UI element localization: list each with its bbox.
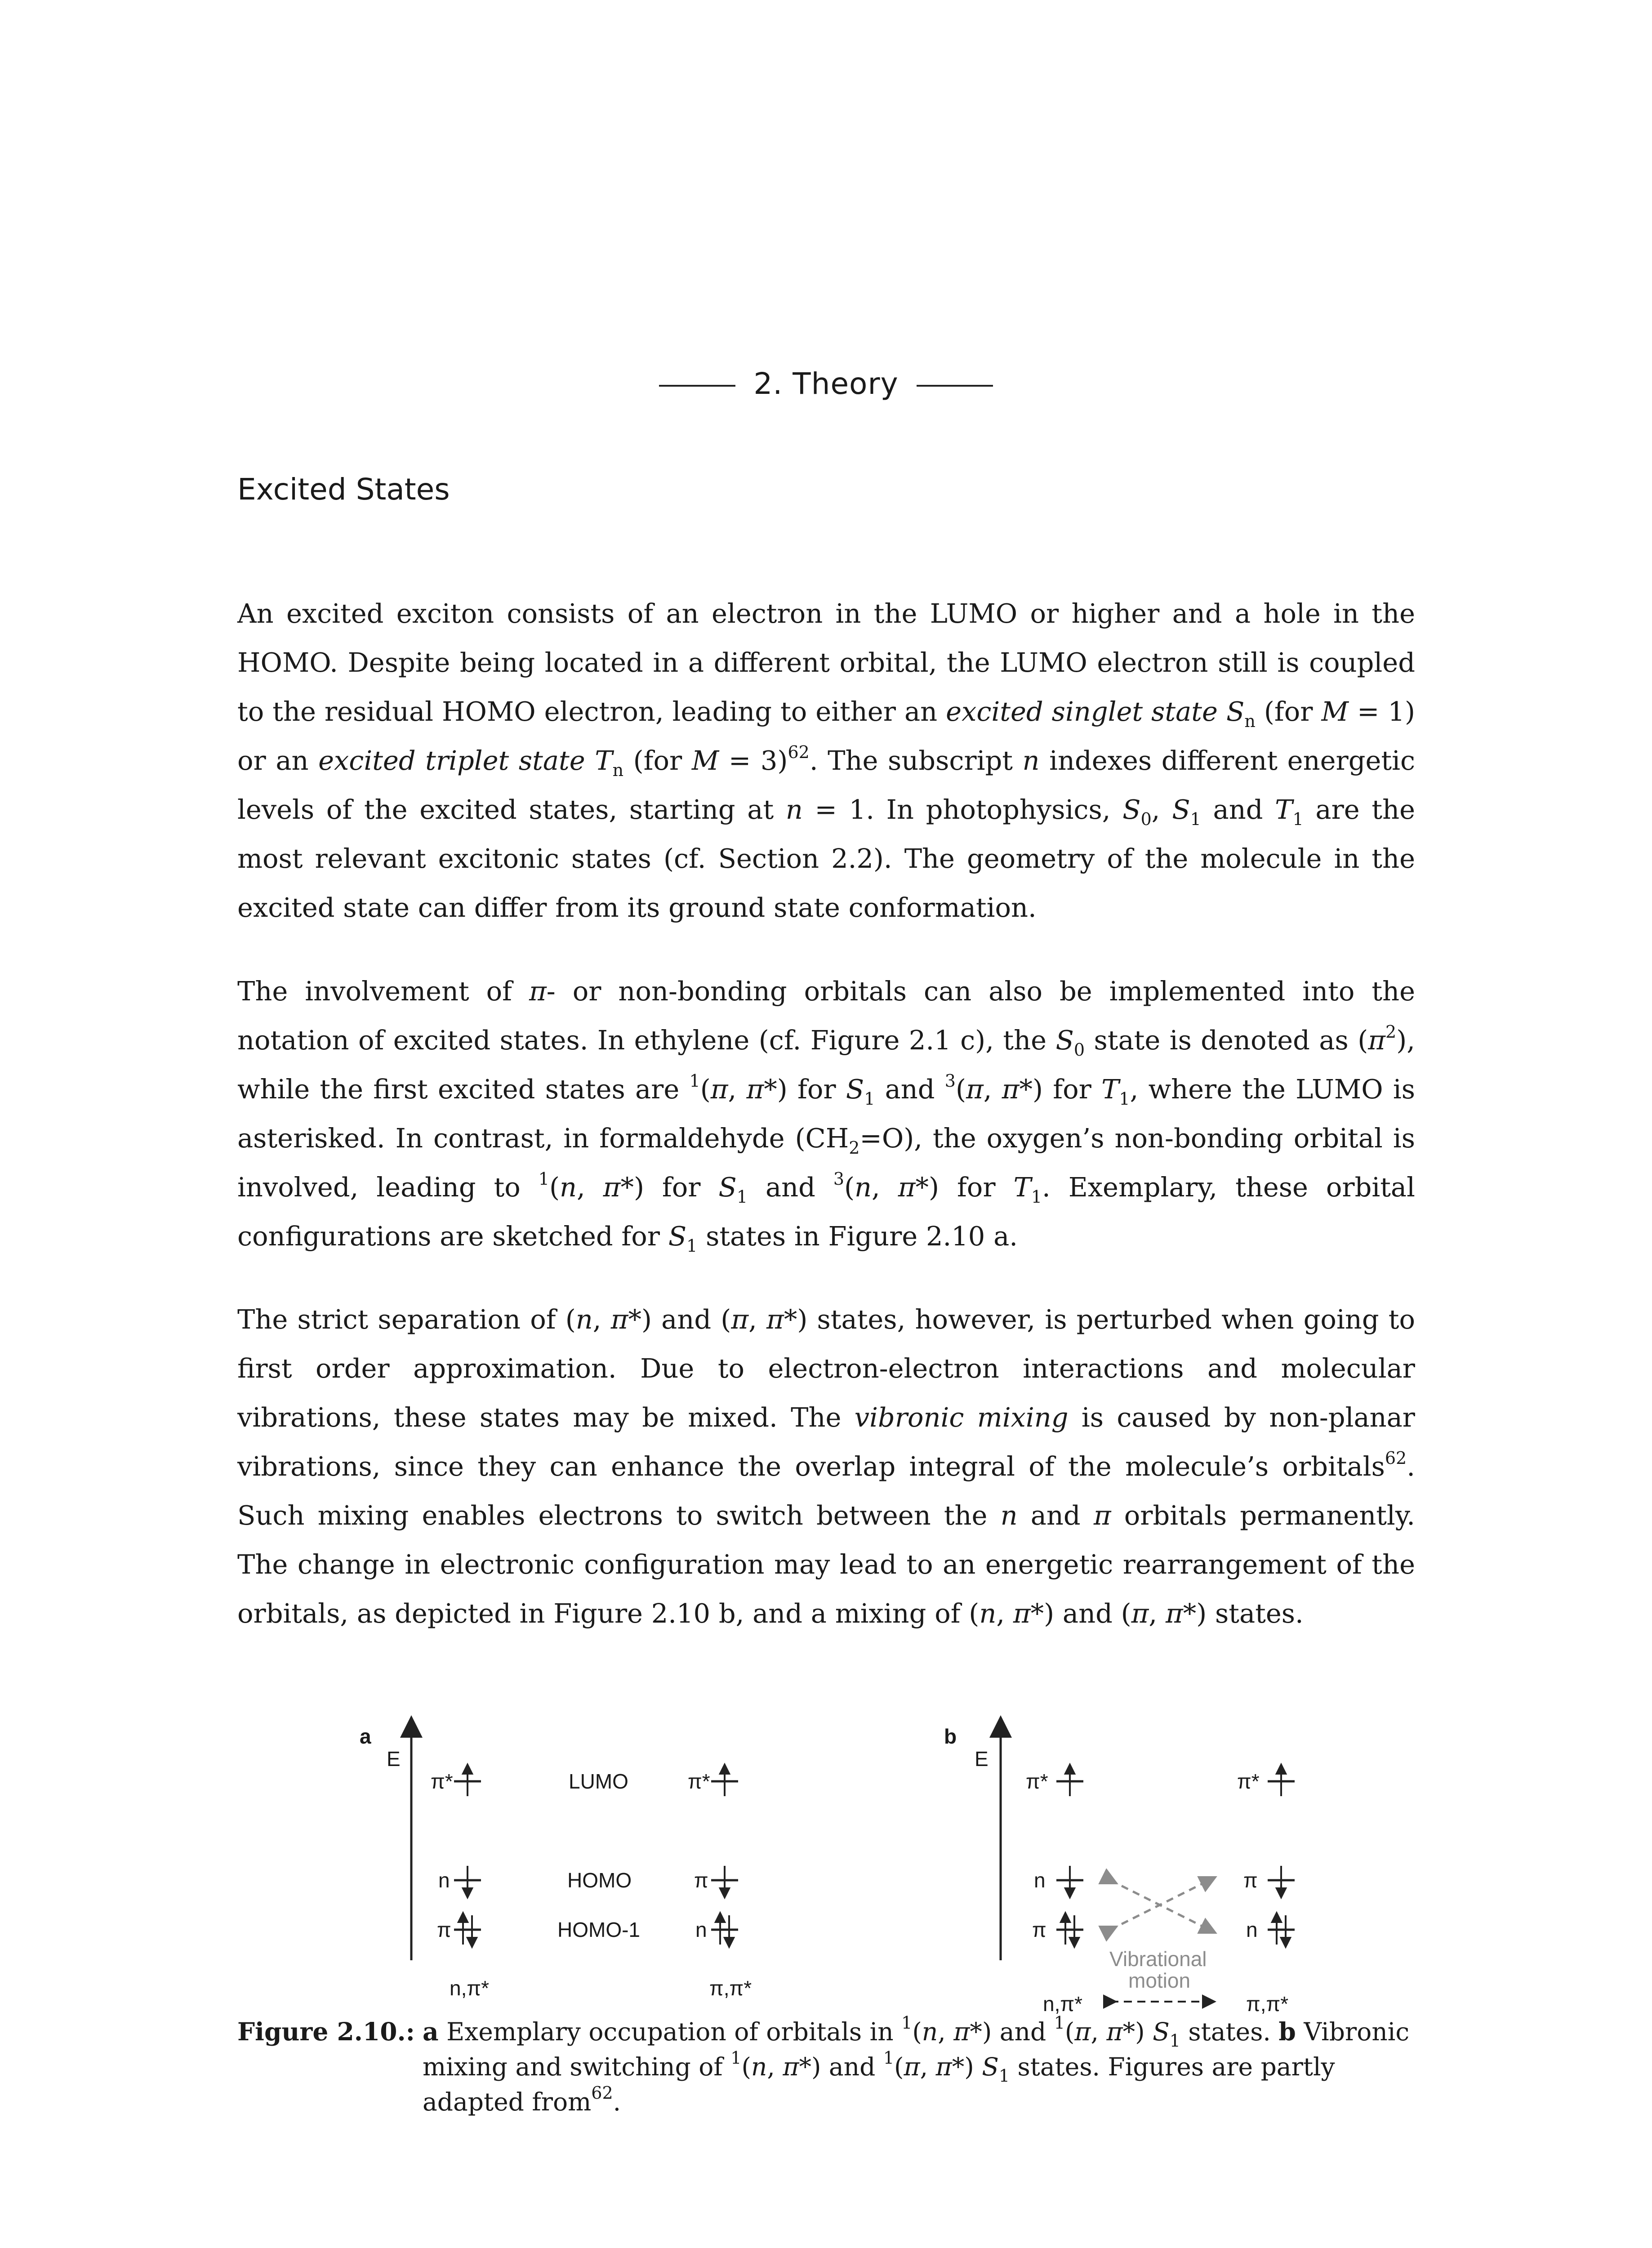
panel-b-left-orbital-2: n [1034, 1869, 1046, 1892]
figure-caption [237, 2014, 1415, 2119]
section-title: Excited States [237, 472, 450, 507]
caption-label: Figure 2.10.: [237, 2017, 415, 2046]
panel-a-left-orbital-3: π [437, 1918, 451, 1941]
panel-a-right-orbital-2: π [694, 1869, 708, 1892]
panel-a-left-levels [454, 1781, 481, 1930]
vibrational-label-line2: motion [1128, 1969, 1191, 1992]
level-label-homo-1: HOMO-1 [557, 1918, 640, 1941]
figure-diagram [0, 1699, 1652, 2014]
panel-b-left-levels [1056, 1781, 1083, 1930]
caption-body: a Exemplary occupation of orbitals in $^1$(n, π*) and $^1$(π, π*) $S_1$ states. b Vibronic mixing and switching of $^1$(n, π*) and $^1$(π, π*) $S_1$ states. Figures are partly adapted from$^{62}$. [423, 2013, 1410, 2116]
panel-a-left-orbital-2: n [438, 1869, 450, 1892]
panel-b-right-orbital-2: π [1243, 1869, 1258, 1892]
panel-a-right-orbital-3: n [695, 1918, 707, 1941]
panel-b-left-orbital-3: π [1032, 1918, 1046, 1941]
paragraph-2: The involvement of π- or non-bonding orbitals can also be implemented into the notation of excited states. In ethylene (cf. Figure 2.1 c), the $S_0$ state is denoted as $(\pi^2)$, while the first excited states are $^1$(π, π*) for $S_1$ and $^3$(π, π*) for $T_1$, where the LUMO is asterisked. In contrast, in formaldehyde $(CH_2=O)$, the oxygen’s non-bonding orbital is involved, leading to $^1$(n, π*) for $S_1$ and $^3$(n, π*) for $T_1$. Exemplary, these orbital configurations are sketched for $S_1$ states in Figure 2.10 a. [237, 976, 1416, 1256]
header-rule-left [659, 385, 735, 387]
running-header [0, 366, 1652, 401]
panel-a-left-orbital-1: π* [431, 1770, 453, 1793]
panel-b-right-orbital-1: π* [1237, 1770, 1260, 1793]
paragraph-3: The strict separation of (n, π*) and (π, π*) states, however, is perturbed when going to first order approximation. Due to electron-electron interactions and molecular vibrations, these states may be mixed. The vibronic mixing is caused by non-planar vibrations, since they can enhance the overlap integral of the molecule’s orbitals$^{62}$. Such mixing enables electrons to switch between the n and π orbitals permanently. The change in electronic configuration may lead to an energetic rearrangement of the orbitals, as depicted in Figure 2.10 b, and a mixing of (n, π*) and (π, π*) states. [237, 1304, 1416, 1629]
level-label-lumo: LUMO [569, 1770, 628, 1793]
panel-a-label: a [360, 1725, 371, 1748]
header-title: 2. Theory [753, 366, 899, 401]
header-rule-right [917, 385, 993, 387]
panel-b-energy-label: E [975, 1747, 989, 1771]
panel-b-right-levels [1268, 1781, 1295, 1930]
panel-b-right-orbital-3: n [1246, 1918, 1258, 1941]
panel-a-right-orbital-1: π* [688, 1770, 710, 1793]
level-label-homo: HOMO [567, 1869, 632, 1892]
panel-b-label: b [944, 1725, 957, 1748]
panel-b-left-orbital-1: π* [1026, 1770, 1048, 1793]
paragraph-1: An excited exciton consists of an electron in the LUMO or higher and a hole in the HOMO. Despite being located in a different orbital, the LUMO electron still is coupled to the residual HOMO electron, leading to either an excited singlet state $S_n$ (for M = 1) or an excited triplet state $T_n$ (for M = 3)$^{62}$. The subscript n indexes different energetic levels of the excited states, starting at n = 1. In photophysics, $S_0$, $S_1$ and $T_1$ are the most relevant excitonic states (cf. Section 2.2). The geometry of the molecule in the excited state can differ from its ground state conformation. [237, 598, 1415, 923]
panel-b-left-state: n,π* [1043, 1992, 1083, 2016]
vibrational-label-line1: Vibrational [1109, 1947, 1207, 1971]
panel-a-right-state: π,π* [709, 1976, 752, 2000]
panel-b-right-state: π,π* [1246, 1992, 1289, 2016]
panel-a-left-state: n,π* [450, 1976, 490, 2000]
figure-2-10 [0, 1699, 1652, 2014]
panel-a-right-levels [711, 1781, 738, 1930]
panel-a-energy-label: E [387, 1747, 401, 1771]
mixing-arrows [1110, 1880, 1209, 1930]
